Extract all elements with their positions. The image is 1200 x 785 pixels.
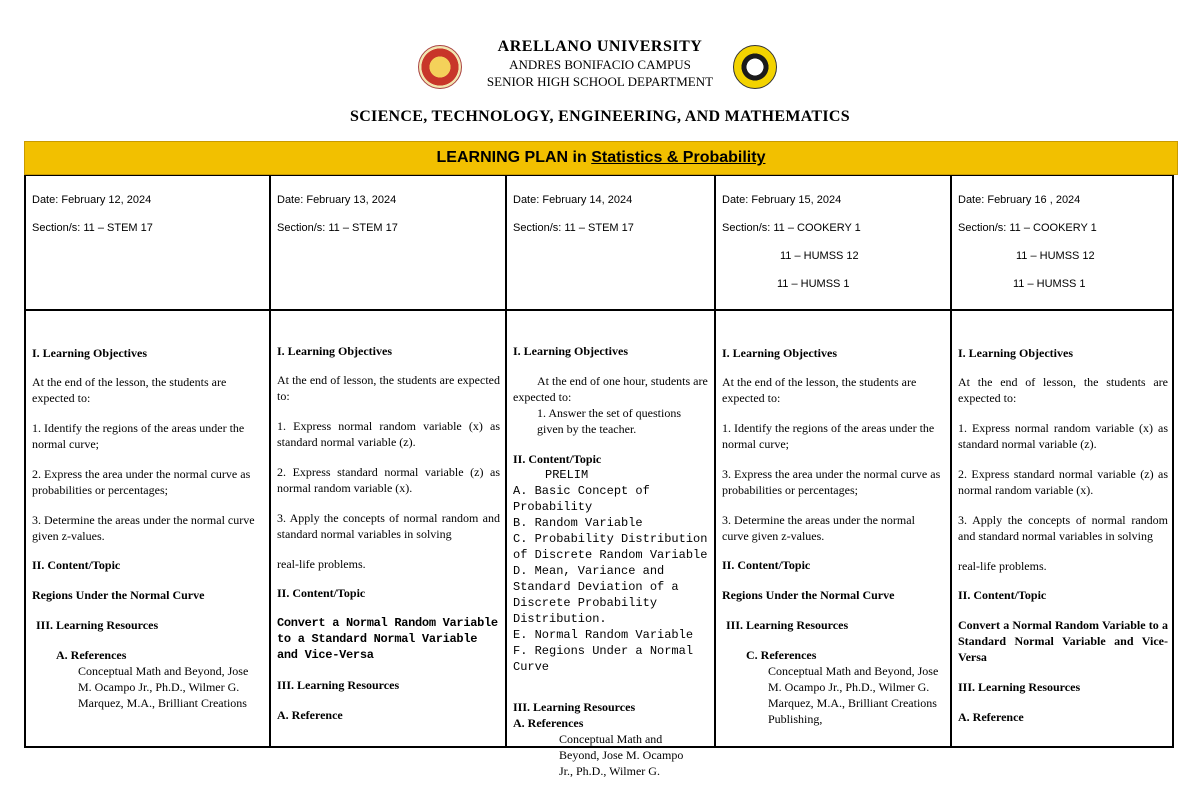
column-divider [950, 175, 952, 748]
objective-item: 2. Express the area under the normal curve as probabilities or percentages; [32, 467, 251, 497]
resources-heading: III. Learning Resources [277, 678, 400, 692]
objectives-heading: I. Learning Objectives [722, 346, 837, 360]
column-divider [269, 175, 271, 748]
topic-item: A. Basic Concept of Probability [513, 484, 650, 514]
objective-item: 3. Apply the concepts of normal random and standard normal variables in solving [277, 511, 500, 541]
column-4-body [722, 345, 944, 727]
objective-item: 1. Answer the set of questions given by the teacher. [537, 406, 681, 436]
strand-title: SCIENCE, TECHNOLOGY, ENGINEERING, AND MATHEMATICS [350, 108, 850, 125]
column-3-body [513, 343, 708, 779]
date-label: Date: February 13, 2024 [277, 194, 397, 206]
section-label: Section/s: 11 – STEM 17 [513, 222, 634, 234]
objective-item: 1. Express normal random variable (x) as standard normal variable (z). [958, 421, 1168, 451]
objective-item: 1. Identify the regions of the areas under the normal curve; [722, 421, 935, 451]
section-label: Section/s: 11 – COOKERY 1 [958, 222, 1097, 234]
date-label: Date: February 12, 2024 [32, 194, 152, 206]
topic-title: Regions Under the Normal Curve [32, 588, 205, 602]
objectives-intro: At the end of lesson, the students are expected to: [277, 373, 500, 403]
topic-item: D. Mean, Variance and Standard Deviation of a Discrete Probability Distribution. [513, 564, 679, 626]
objectives-heading: I. Learning Objectives [277, 344, 392, 358]
content-heading: II. Content/Topic [513, 452, 602, 466]
prelim-label: PRELIM [545, 468, 589, 482]
content-heading: II. Content/Topic [277, 586, 366, 600]
resources-heading: III. Learning Resources [513, 700, 636, 714]
column-1-body [32, 345, 262, 711]
resources-heading: III. Learning Resources [36, 618, 159, 632]
section-label: 11 – HUMSS 1 [1013, 278, 1086, 290]
objectives-heading: I. Learning Objectives [32, 346, 147, 360]
row-divider [24, 309, 1174, 311]
references-label: A. References [56, 648, 127, 662]
objective-item-continued: real-life problems. [958, 559, 1047, 573]
topic-title: Regions Under the Normal Curve [722, 588, 895, 602]
column-divider [505, 175, 507, 748]
reference-label: A. Reference [958, 710, 1024, 724]
references-text: Conceptual Math and Beyond, Jose M. Ocampo Jr., Ph.D., Wilmer G. Marquez, M.A., Brilliant Creations Publishing, [768, 664, 939, 726]
objective-item: 3. Determine the areas under the normal curve given z-values. [722, 513, 915, 543]
objectives-heading: I. Learning Objectives [958, 346, 1073, 360]
university-name: ARELLANO UNIVERSITY [497, 38, 703, 55]
content-heading: II. Content/Topic [722, 558, 811, 572]
campus-name: ANDRES BONIFACIO CAMPUS [509, 57, 691, 72]
section-label: 11 – HUMSS 1 [777, 278, 850, 290]
references-label: C. References [746, 648, 817, 662]
topic-item: B. Random Variable [513, 516, 643, 530]
topic-item: C. Probability Distribution of Discrete Random Variable [513, 532, 708, 562]
resources-heading: III. Learning Resources [958, 680, 1081, 694]
date-label: Date: February 14, 2024 [513, 194, 633, 206]
content-heading: II. Content/Topic [958, 588, 1047, 602]
objectives-intro: At the end of one hour, students are expected to: [513, 374, 708, 404]
date-label: Date: February 16 , 2024 [958, 194, 1081, 206]
objective-item: 1. Express normal random variable (x) as standard normal variable (z). [277, 419, 500, 449]
banner-subject: Statistics & Probability [591, 149, 766, 166]
objectives-intro: At the end of lesson, the students are expected to: [958, 375, 1168, 405]
content-heading: II. Content/Topic [32, 558, 121, 572]
department-name: SENIOR HIGH SCHOOL DEPARTMENT [486, 74, 714, 89]
objective-item: 3. Apply the concepts of normal random and standard normal variables in solving [958, 513, 1168, 543]
column-divider [714, 175, 716, 748]
section-label: Section/s: 11 – COOKERY 1 [722, 222, 861, 234]
objectives-intro: At the end of the lesson, the students are expected to: [32, 375, 227, 405]
column-5-body [958, 345, 1168, 725]
objectives-heading: I. Learning Objectives [513, 344, 628, 358]
topic-title: Convert a Normal Random Variable to a Standard Normal Variable and Vice-Versa [958, 618, 1168, 664]
section-label: Section/s: 11 – STEM 17 [277, 222, 398, 234]
references-label: A. References [513, 716, 584, 730]
objective-item: 1. Identify the regions of the areas under the normal curve; [32, 421, 245, 451]
objective-item: 3. Determine the areas under the normal curve given z-values. [32, 513, 255, 543]
objective-item: 2. Express standard normal variable (z) as normal random variable (x). [958, 467, 1168, 497]
date-label: Date: February 15, 2024 [722, 194, 842, 206]
resources-heading: III. Learning Resources [726, 618, 849, 632]
topic-item: F. Regions Under a Normal Curve [513, 644, 694, 674]
learning-plan-banner [24, 141, 1178, 175]
reference-label: A. Reference [277, 708, 343, 722]
references-text: Conceptual Math and Beyond, Jose M. Ocampo Jr., Ph.D., Wilmer G. Marquez, M.A., Brilliant Creations [78, 664, 249, 710]
objectives-intro: At the end of the lesson, the students are expected to: [722, 375, 917, 405]
section-label: 11 – HUMSS 12 [780, 250, 859, 262]
objective-item: 3. Express the area under the normal curve as probabilities or percentages; [722, 467, 941, 497]
topic-item: E. Normal Random Variable [513, 628, 694, 642]
objective-item-continued: real-life problems. [277, 557, 366, 571]
references-text: Conceptual Math and Beyond, Jose M. Ocampo Jr., Ph.D., Wilmer G. [559, 732, 684, 778]
topic-title: Convert a Normal Random Variable to a Standard Normal Variable and Vice-Versa [277, 616, 498, 662]
column-2-body [277, 343, 500, 723]
objective-item: 2. Express standard normal variable (z) as normal random variable (x). [277, 465, 500, 495]
section-label: Section/s: 11 – STEM 17 [32, 222, 153, 234]
section-label: 11 – HUMSS 12 [1016, 250, 1095, 262]
banner-prefix: LEARNING PLAN in [436, 149, 592, 166]
